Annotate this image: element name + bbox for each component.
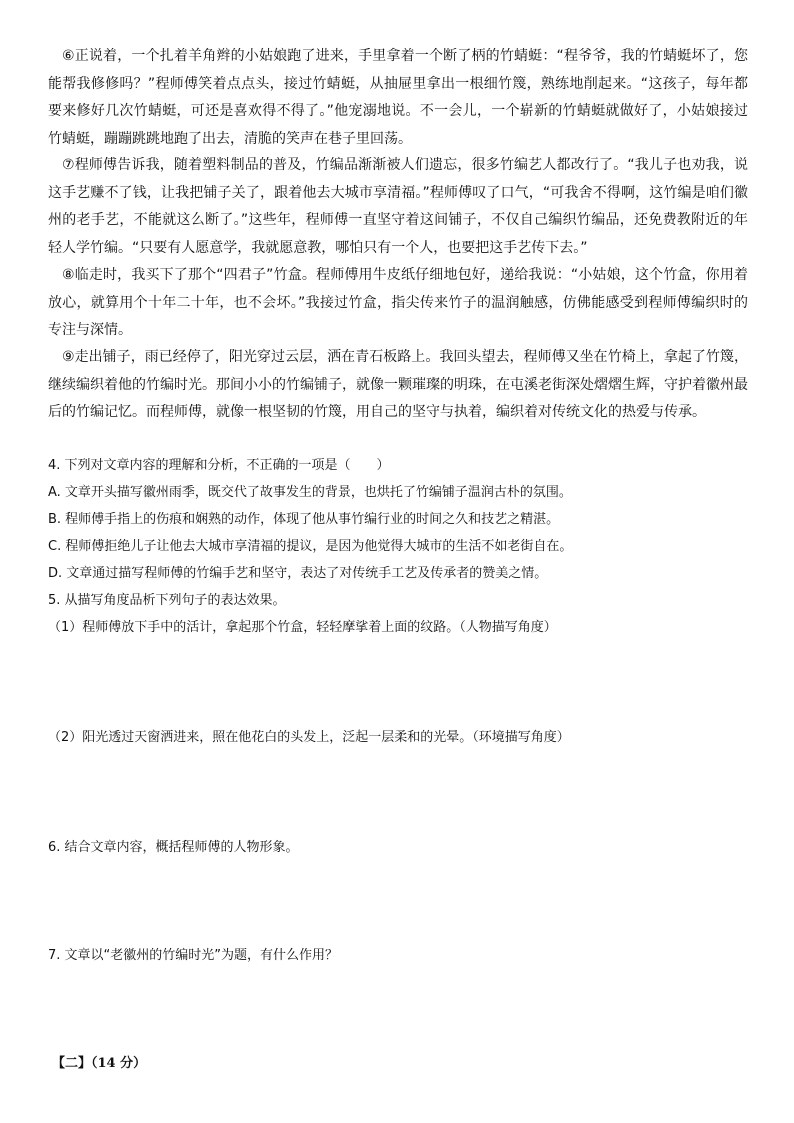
question-7-stem: 7. 文章以“老徽州的竹编时光”为题，有什么作用？	[48, 948, 339, 963]
section-heading: 【二】（14 分）	[52, 1056, 147, 1071]
question-4-option-b: B. 程师傅手指上的伤痕和娴熟的动作，体现了他从事竹编行业的时间之久和技艺之精湛。	[48, 512, 560, 527]
question-5-stem: 5. 从描写角度品析下列句子的表达效果。	[48, 593, 286, 608]
question-4-option-a: A. 文章开头描写徽州雨季，既交代了故事发生的背景，也烘托了竹编铺子温润古朴的氛围。	[48, 485, 572, 500]
paragraph-8: ⑧临走时，我买下了那个“四君子”竹盒。程师傅用牛皮纸仔细地包好，递给我说：“小姑娘，这个竹盒，你用着放心，就算用个十年二十年，也不会坏。”我接过竹盒，指尖传来竹子的温润触感，仿佛能感受到程师傅编织时的专注与深情。	[48, 267, 748, 338]
question-6-stem: 6. 结合文章内容，概括程师傅的人物形象。	[48, 840, 299, 855]
question-4-stem: 4. 下列对文章内容的理解和分析，不正确的一项是（ ）	[48, 458, 390, 473]
question-5-sentence-1: （1）程师傅放下手中的活计，拿起那个竹盒，轻轻摩挲着上面的纹路。（人物描写角度）	[48, 620, 557, 635]
paragraph-6: ⑥正说着，一个扎着羊角辫的小姑娘跑了进来，手里拿着一个断了柄的竹蜻蜓：“程爷爷，我的竹蜻蜓坏了，您能帮我修修吗？”程师傅笑着点点头，接过竹蜻蜓，从抽屉里拿出一根细竹篾，熟练地削起来。“这孩子，每年都要来修好几次竹蜻蜓，可还是喜欢得不得了。”他宠溺地说。不一会儿，一个崭新的竹蜻蜓就做好了，小姑娘接过竹蜻蜓，蹦蹦跳跳地跑了出去，清脆的笑声在巷子里回荡。	[48, 48, 748, 147]
paragraph-9: ⑨走出铺子，雨已经停了，阳光穿过云层，洒在青石板路上。我回头望去，程师傅又坐在竹椅上，拿起了竹篾，继续编织着他的竹编时光。那间小小的竹编铺子，就像一颗璀璨的明珠，在屯溪老街深处熠熠生辉，守护着徽州最后的竹编记忆。而程师傅，就像一根坚韧的竹篾，用自己的坚守与执着，编织着对传统文化的热爱与传承。	[48, 349, 748, 420]
question-4-option-c: C. 程师傅拒绝儿子让他去大城市享清福的提议，是因为他觉得大城市的生活不如老街自在。	[48, 539, 573, 554]
question-4-option-d: D. 文章通过描写程师傅的竹编手艺和坚守，表达了对传统手工艺及传承者的赞美之情。	[48, 566, 548, 581]
paragraph-7: ⑦程师傅告诉我，随着塑料制品的普及，竹编品渐渐被人们遗忘，很多竹编艺人都改行了。“我儿子也劝我，说这手艺赚不了钱，让我把铺子关了，跟着他去大城市享清福。”程师傅叹了口气，“可我舍不得啊，这竹编是咱们徽州的老手艺，不能就这么断了。”这些年，程师傅一直坚守着这间铺子，不仅自己编织竹编品，还免费教附近的年轻人学竹编。“只要有人愿意学，我就愿意教，哪怕只有一个人，也要把这手艺传下去。”	[48, 157, 748, 256]
question-5-sentence-2: （2）阳光透过天窗洒进来，照在他花白的头发上，泛起一层柔和的光晕。（环境描写角度）	[48, 730, 570, 745]
